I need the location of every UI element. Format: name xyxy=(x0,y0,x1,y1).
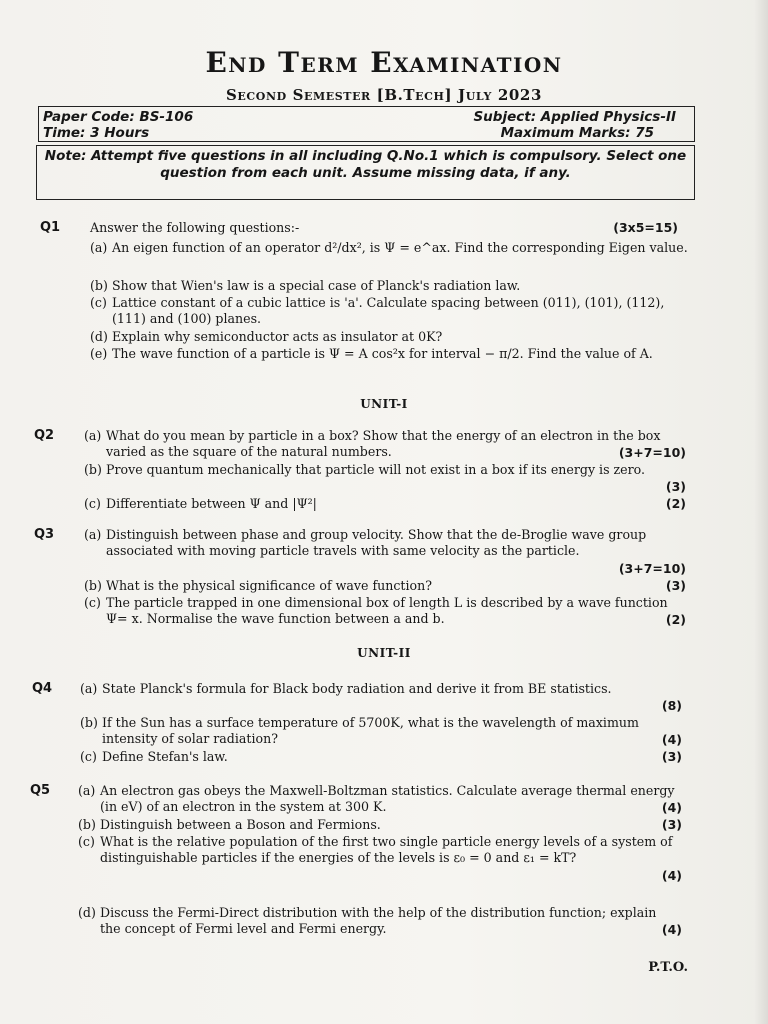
question-5 xyxy=(0,783,768,943)
exam-subtitle: Second Semester [B.Tech] July 2023 xyxy=(226,86,542,104)
part-text: If the Sun has a surface temperature of 5700K, what is the wavelength of maximum intensity of solar radiation? xyxy=(102,715,639,746)
part-text: Lattice constant of a cubic lattice is 'a'. Calculate spacing between (011), (101), (112), (111) and (100) planes. xyxy=(112,295,665,326)
part-marks: (3) xyxy=(665,578,686,593)
part-text: What is the physical significance of wave function? xyxy=(106,578,432,593)
part-label: (d) xyxy=(90,329,108,344)
question-number: Q4 xyxy=(32,681,53,696)
part-label: (b) xyxy=(78,817,96,832)
part-text: What is the relative population of the first two single particle energy levels of a system of distinguishable particles if the energies of the levels is ε₀ = 0 and ε₁ = kT? xyxy=(100,834,673,865)
part-text: An eigen function of an operator d²/dx², is Ψ = e^ax. Find the corresponding Eigen value. xyxy=(112,240,688,255)
question-3 xyxy=(0,527,768,632)
part-text: What do you mean by particle in a box? Show that the energy of an electron in the box varied as the square of the natural numbers. xyxy=(106,428,661,459)
subject: Subject: Applied Physics-II xyxy=(473,109,676,125)
please-turn-over: P.T.O. xyxy=(648,960,688,975)
part-label: (a) xyxy=(80,681,98,696)
part-text: The wave function of a particle is Ψ = A cos²x for interval − π/2. Find the value of A. xyxy=(112,346,653,361)
question-4 xyxy=(0,681,768,771)
part-marks: (8) xyxy=(661,698,682,713)
part-label: (c) xyxy=(84,595,101,610)
part-label: (a) xyxy=(78,783,96,798)
part-label: (c) xyxy=(90,295,107,310)
part-text: Distinguish between phase and group velocity. Show that the de-Broglie wave group associated with moving particle travels with same velocity as the particle. xyxy=(106,527,647,558)
question-number: Q2 xyxy=(34,428,55,443)
maximum-marks: Maximum Marks: 75 xyxy=(500,125,654,141)
part-label: (e) xyxy=(90,346,108,361)
part-text: State Planck's formula for Black body radiation and derive it from BE statistics. xyxy=(102,681,612,696)
part-marks: (4) xyxy=(661,922,682,937)
part-marks: (3+7=10) xyxy=(618,561,686,576)
part-text: Explain why semiconductor acts as insulator at 0K? xyxy=(112,329,443,344)
part-text: Distinguish between a Boson and Fermions. xyxy=(100,817,381,832)
part-marks: (4) xyxy=(661,732,682,747)
paper-code: Paper Code: BS-106 xyxy=(43,109,194,125)
part-text: The particle trapped in one dimensional box of length L is described by a wave function Ψ= x. Normalise the wave function between a and b. xyxy=(106,595,668,626)
part-text: Define Stefan's law. xyxy=(102,749,228,764)
part-label: (d) xyxy=(78,905,96,920)
part-marks: (3) xyxy=(661,817,682,832)
part-text: An electron gas obeys the Maxwell-Boltzman statistics. Calculate average thermal energy (in eV) of an electron in the system at 300 K. xyxy=(100,783,675,814)
unit-2-heading: UNIT-II xyxy=(357,646,411,660)
part-marks: (3+7=10) xyxy=(618,445,686,460)
question-number: Q1 xyxy=(40,220,61,235)
question-intro: Answer the following questions:- xyxy=(90,220,300,235)
part-label: (a) xyxy=(84,527,102,542)
question-number: Q3 xyxy=(34,527,55,542)
part-text: Discuss the Fermi-Direct distribution with the help of the distribution function; explain the concept of Fermi level and Fermi energy. xyxy=(100,905,657,936)
part-marks: (2) xyxy=(665,496,686,511)
question-number: Q5 xyxy=(30,783,51,798)
paper-meta-box xyxy=(38,106,695,142)
part-marks: (3) xyxy=(661,749,682,764)
exam-title: End Term Examination xyxy=(205,46,563,79)
part-marks: (4) xyxy=(661,800,682,815)
part-label: (a) xyxy=(84,428,102,443)
part-text: Show that Wien's law is a special case of Planck's radiation law. xyxy=(112,278,521,293)
question-1 xyxy=(0,220,768,380)
part-label: (c) xyxy=(78,834,95,849)
part-label: (b) xyxy=(84,578,102,593)
question-marks: (3x5=15) xyxy=(613,220,678,235)
part-text: Differentiate between Ψ and |Ψ²| xyxy=(106,496,317,511)
part-marks: (4) xyxy=(661,868,682,883)
part-marks: (2) xyxy=(665,612,686,627)
time-allowed: Time: 3 Hours xyxy=(43,125,150,141)
instructions-note: Note: Attempt five questions in all including Q.No.1 which is compulsory. Select one question from each unit. Assume missing data, if any. xyxy=(36,145,695,200)
unit-1-heading: UNIT-I xyxy=(360,397,408,411)
part-label: (b) xyxy=(84,462,102,477)
question-2 xyxy=(0,428,768,513)
part-label: (a) xyxy=(90,240,108,255)
part-label: (b) xyxy=(80,715,98,730)
part-label: (b) xyxy=(90,278,108,293)
part-label: (c) xyxy=(80,749,97,764)
part-marks: (3) xyxy=(665,479,686,494)
part-text: Prove quantum mechanically that particle will not exist in a box if its energy is zero. xyxy=(106,462,646,477)
part-label: (c) xyxy=(84,496,101,511)
